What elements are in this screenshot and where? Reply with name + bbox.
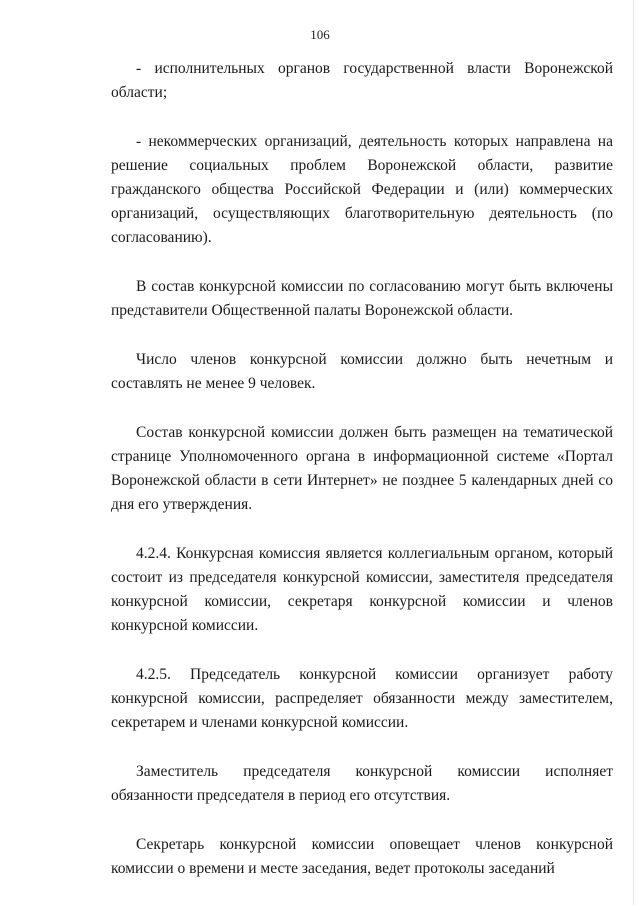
paragraph-4-2-4: 4.2.4. Конкурсная комиссия является коллегиальным органом, который состоит из председателя конкурсной комиссии, заместителя председателя конкурсной комиссии, секретаря конкурсной комиссии и членов конкурсной комиссии. <box>111 545 613 634</box>
page-number: 106 <box>310 27 330 42</box>
paragraph-public-chamber: В состав конкурсной комиссии по согласованию могут быть включены представители Общественной палаты Воронежской области. <box>111 278 613 319</box>
document-body <box>111 57 613 881</box>
paragraph-4-2-5: 4.2.5. Председатель конкурсной комиссии организует работу конкурсной комиссии, распределяет обязанности между заместителем, секретарем и членами конкурсной комиссии. <box>111 666 613 731</box>
paragraph-deputy-chair: Заместитель председателя конкурсной комиссии исполняет обязанности председателя в период его отсутствия. <box>111 763 613 804</box>
page-edge-divider <box>633 0 634 905</box>
paragraph-nonprofit-organizations: - некоммерческих организаций, деятельность которых направлена на решение социальных проблем Воронежской области, развитие гражданского общества Российской Федерации и (или) коммерческих организаций, осуществляющих благотворительную деятельность (по согласованию). <box>111 133 613 246</box>
paragraph-composition-publication: Состав конкурсной комиссии должен быть размещен на тематической странице Уполномоченного органа в информационной системе «Портал Воронежской области в сети Интернет» не позднее 5 календарных дней со дня его утверждения. <box>111 424 613 513</box>
paragraph-member-count: Число членов конкурсной комиссии должно быть нечетным и составлять не менее 9 человек. <box>111 351 613 392</box>
paragraph-executive-bodies: - исполнительных органов государственной власти Воронежской области; <box>111 60 613 101</box>
paragraph-secretary: Секретарь конкурсной комиссии оповещает членов конкурсной комиссии о времени и месте заседания, ведет протоколы заседаний <box>111 836 613 877</box>
